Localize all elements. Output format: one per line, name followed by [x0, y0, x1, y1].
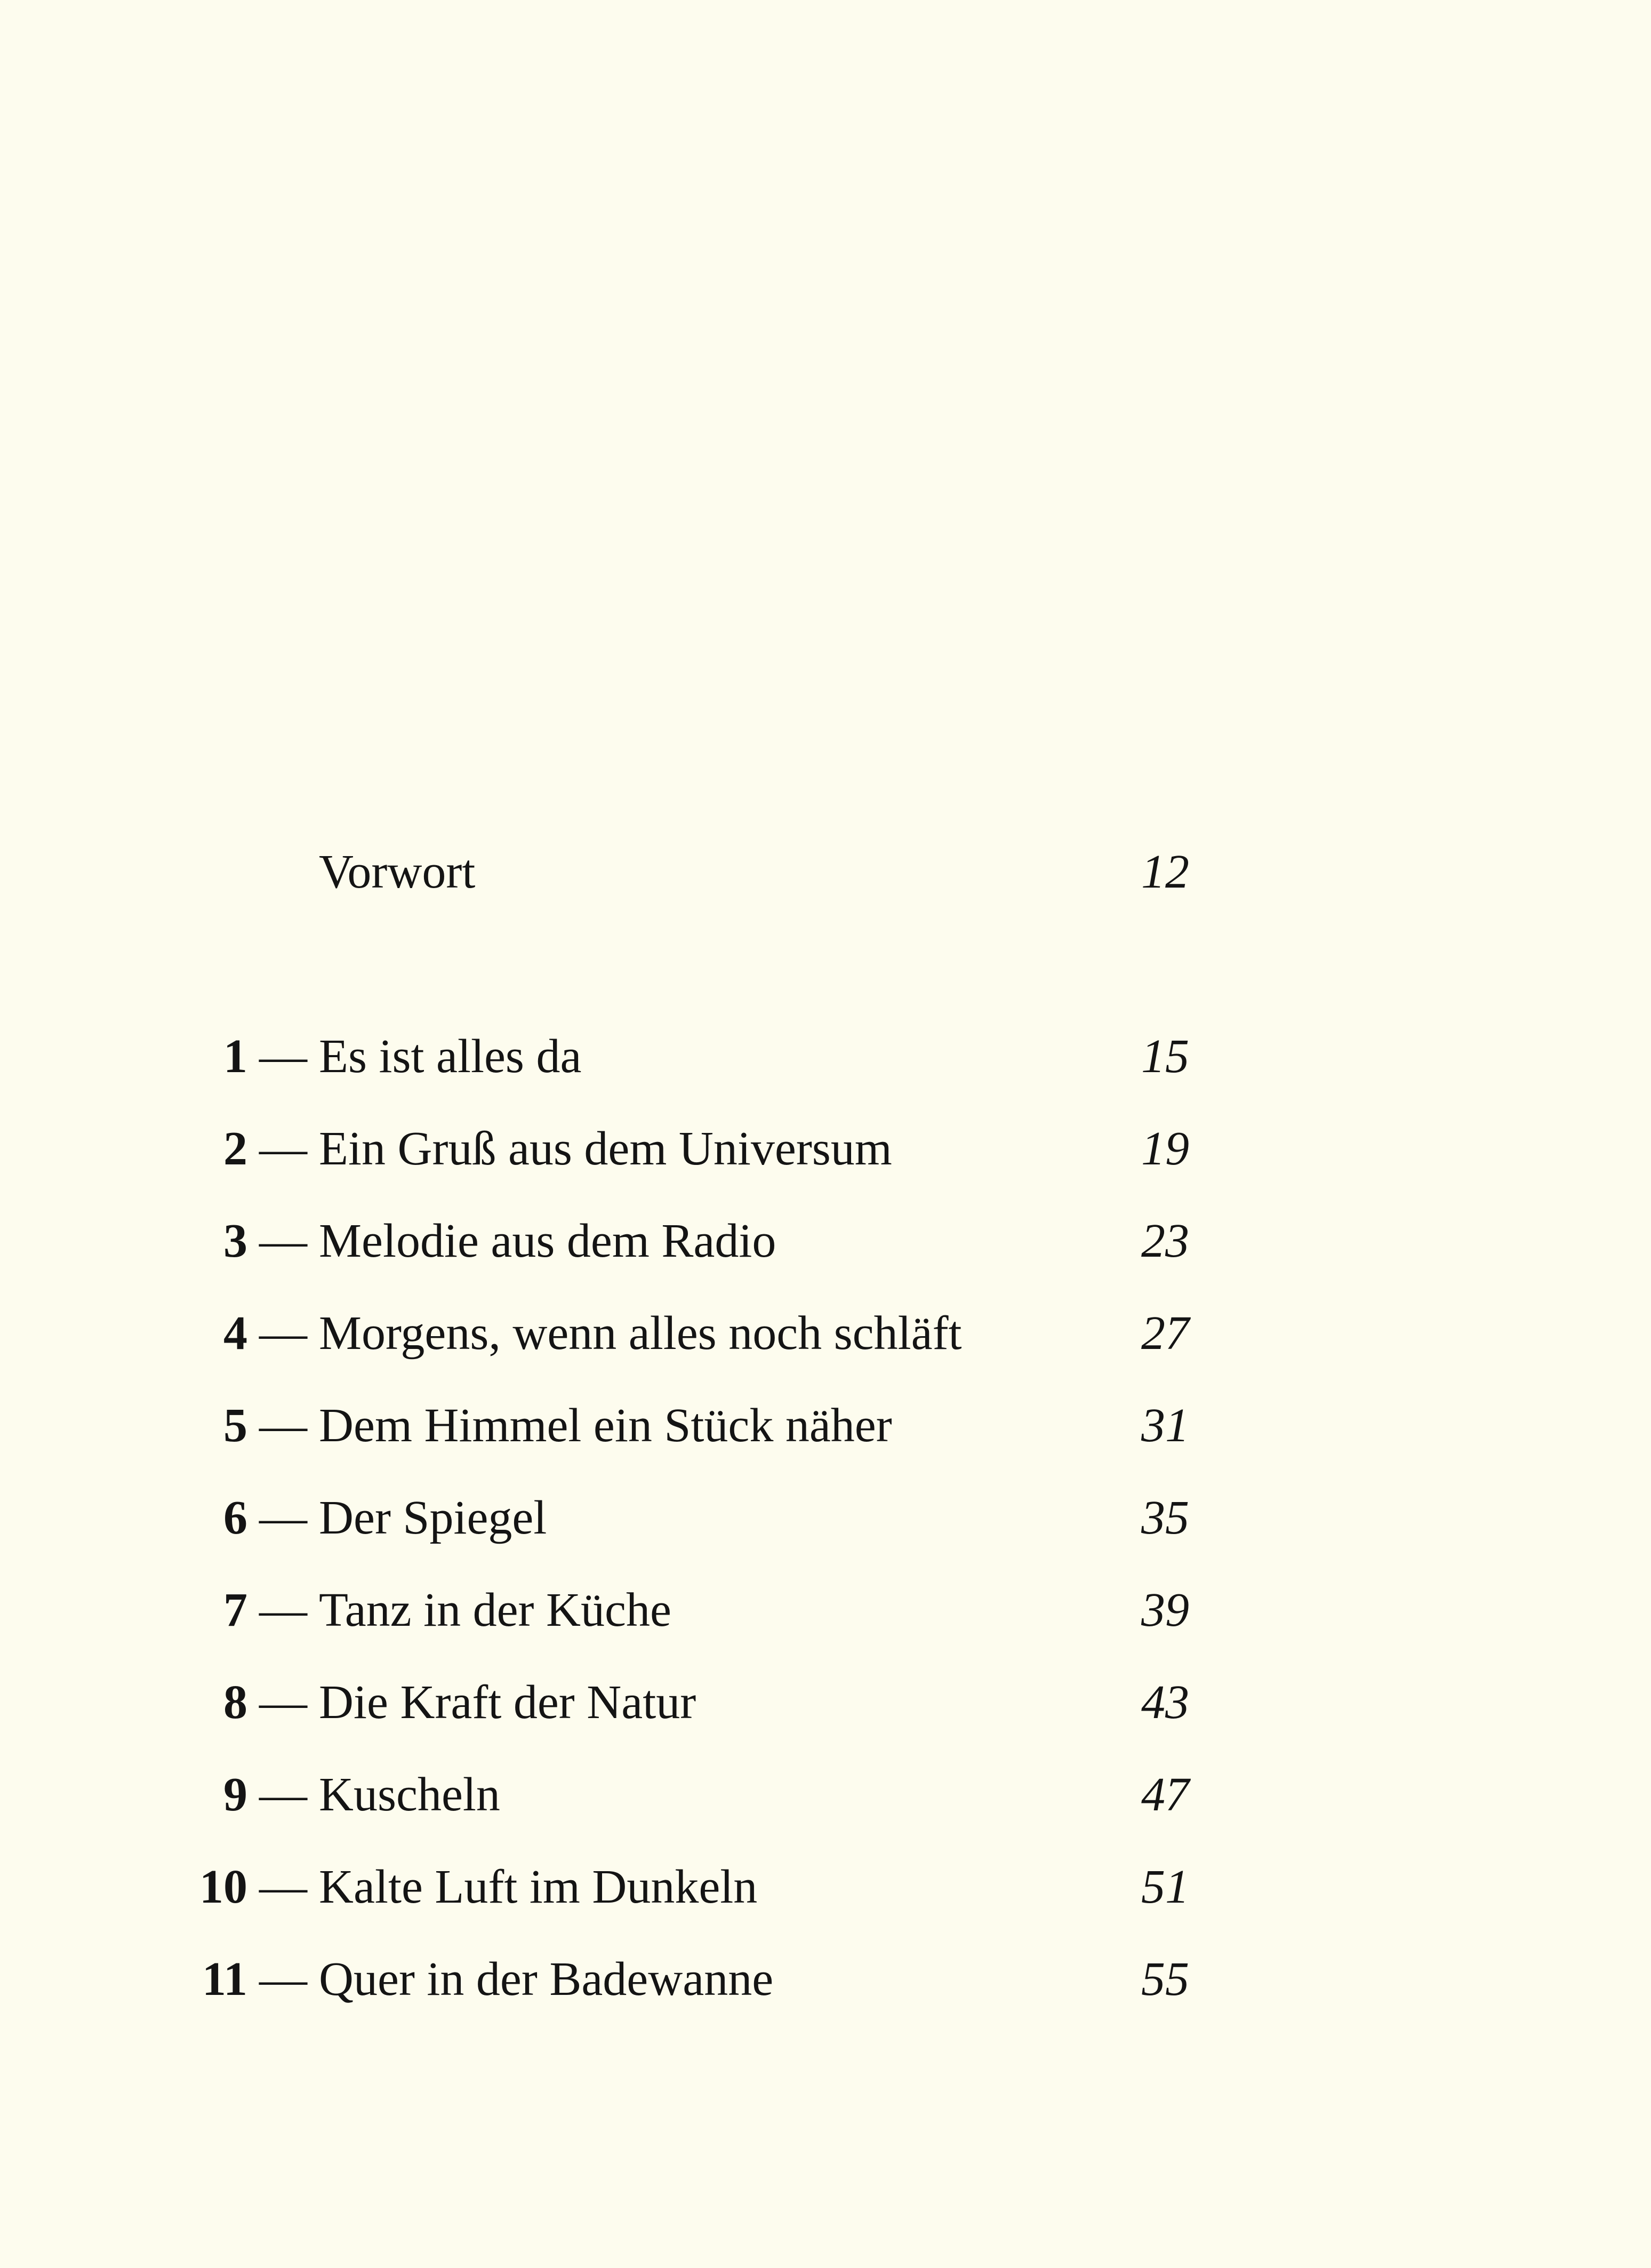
- toc-entry-separator: —: [259, 1768, 307, 1821]
- toc-entry-number: 2: [223, 1122, 247, 1175]
- toc-entry-number: 6: [223, 1491, 247, 1544]
- toc-entry-title: Quer in der Badewanne: [319, 1953, 774, 2006]
- toc-entry-page: 55: [1141, 1953, 1189, 2006]
- toc-entry-separator: —: [259, 1584, 307, 1636]
- toc-entry-number: 5: [223, 1399, 247, 1452]
- toc-entry-number: 7: [223, 1584, 247, 1636]
- toc-entry: [0, 1204, 1651, 1279]
- toc-entry-separator: —: [259, 1307, 307, 1360]
- toc-entry-page: 47: [1141, 1768, 1189, 1821]
- toc-entry-separator: —: [259, 1491, 307, 1544]
- toc-entry-page: 27: [1141, 1307, 1189, 1360]
- toc-entry-title: Ein Gruß aus dem Universum: [319, 1122, 892, 1175]
- toc-entry-number: 10: [199, 1860, 247, 1913]
- toc-entry: [0, 1665, 1651, 1740]
- toc-entry-page: 43: [1141, 1676, 1189, 1729]
- toc-entry-title: Der Spiegel: [319, 1491, 547, 1544]
- toc-entry-page: 35: [1141, 1491, 1189, 1544]
- toc-entry-title: Vorwort: [319, 845, 476, 898]
- toc-entry-title: Kalte Luft im Dunkeln: [319, 1860, 758, 1913]
- toc-entry: [0, 1850, 1651, 1924]
- toc-entry-number: 3: [223, 1215, 247, 1267]
- toc-entry: [0, 1481, 1651, 1555]
- toc-entry-number: 9: [223, 1768, 247, 1821]
- toc-entry-page: 51: [1141, 1860, 1189, 1913]
- toc-entry: [0, 1573, 1651, 1648]
- toc-entry-title: Kuscheln: [319, 1768, 500, 1821]
- toc-entry: [0, 1942, 1651, 2017]
- toc-entry-page: 23: [1141, 1215, 1189, 1267]
- toc-entry-title: Morgens, wenn alles noch schläft: [319, 1307, 962, 1360]
- toc-entry: [0, 1019, 1651, 1094]
- toc-entry: [0, 1112, 1651, 1186]
- toc-entry-number: 1: [223, 1030, 247, 1083]
- toc-entry-page: 12: [1141, 845, 1189, 898]
- toc-entry-title: Melodie aus dem Radio: [319, 1215, 776, 1267]
- toc-entry-title: Es ist alles da: [319, 1030, 582, 1083]
- toc-entry-separator: —: [259, 1860, 307, 1913]
- toc-entry-title: Dem Himmel ein Stück näher: [319, 1399, 892, 1452]
- toc-entry-page: 31: [1141, 1399, 1189, 1452]
- toc-entry-preface: [0, 835, 1651, 909]
- toc-entry-separator: —: [259, 1953, 307, 2006]
- toc-entry-number: 4: [223, 1307, 247, 1360]
- toc-entry: [0, 1758, 1651, 1832]
- toc-entry-page: 19: [1141, 1122, 1189, 1175]
- toc-entry-separator: —: [259, 1676, 307, 1729]
- toc-entry-title: Die Kraft der Natur: [319, 1676, 696, 1729]
- toc-entry-number: 11: [202, 1953, 247, 2006]
- toc-entry-page: 15: [1141, 1030, 1189, 1083]
- toc-entry-title: Tanz in der Küche: [319, 1584, 671, 1636]
- toc-entry-separator: —: [259, 1399, 307, 1452]
- toc-entry-page: 39: [1141, 1584, 1189, 1636]
- toc-entry-separator: —: [259, 1122, 307, 1175]
- toc-entry-separator: —: [259, 1030, 307, 1083]
- toc-entry: [0, 1388, 1651, 1463]
- toc-entry-number: 8: [223, 1676, 247, 1729]
- toc-entry: [0, 1296, 1651, 1371]
- toc-entry-separator: —: [259, 1215, 307, 1267]
